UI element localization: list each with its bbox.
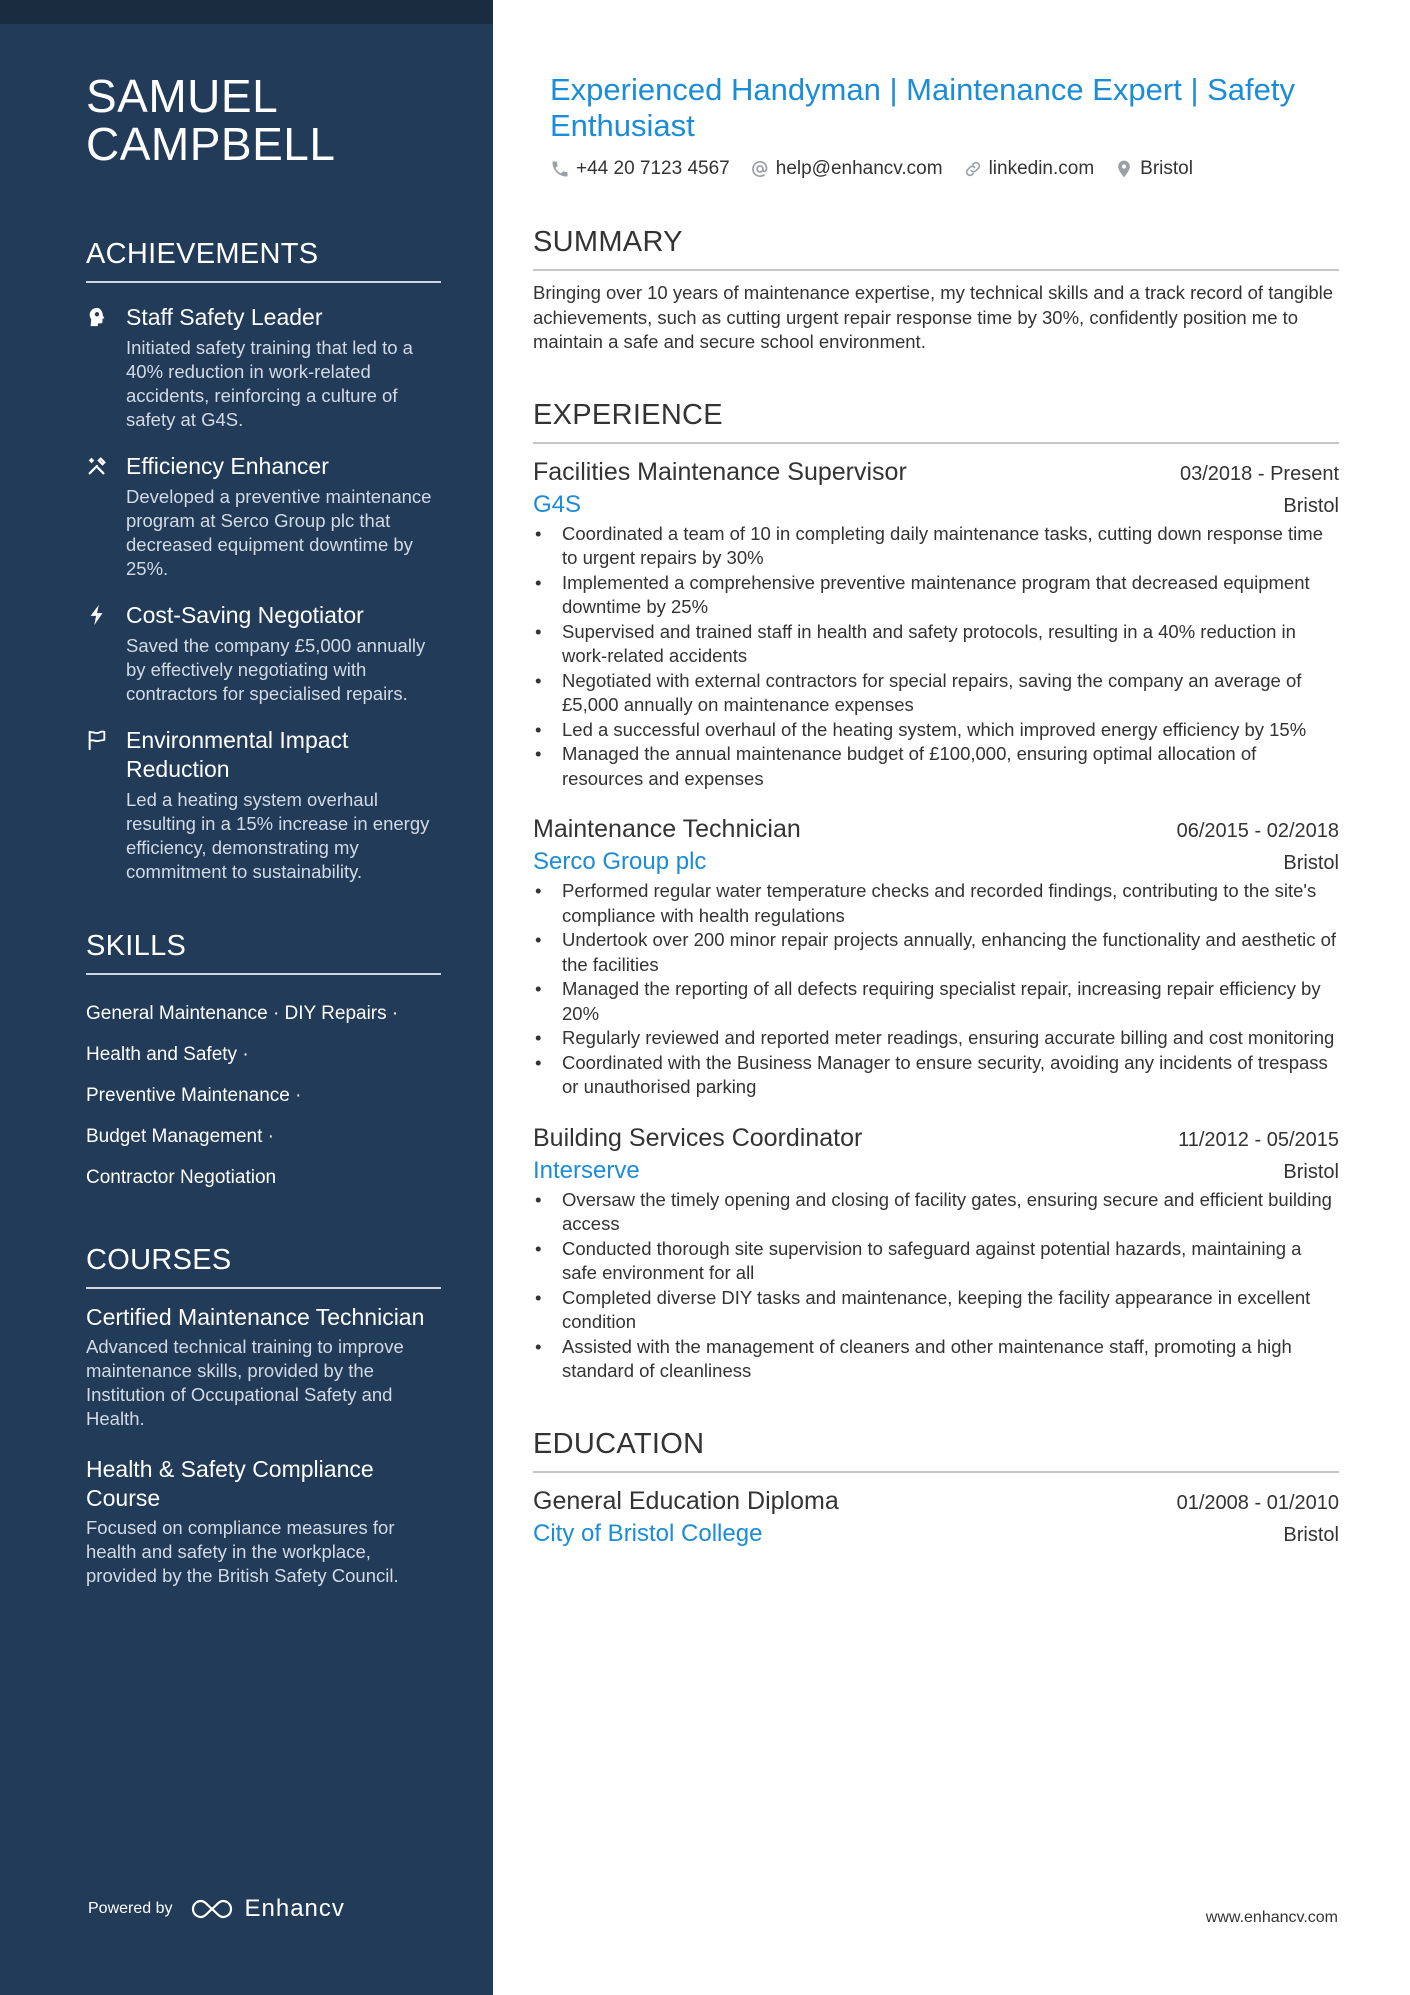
job-dates: 03/2018 - Present [1180,462,1339,485]
skills-heading: SKILLS [86,930,441,975]
job-bullet: • Implemented a comprehensive preventive maintenance program that decreased equipment downtime by 25% [533,571,1339,620]
education-entry [533,1485,1339,1551]
job-entry [533,1122,1339,1384]
education-degree: General Education Diploma [533,1486,839,1515]
achievement-desc: Initiated safety training that led to a 40% reduction in work-related accidents, reinforcing a culture of safety at G4S. [126,337,413,430]
experience-heading: EXPERIENCE [533,399,1339,444]
contact-location [1114,158,1193,180]
education-dates: 01/2008 - 01/2010 [1176,1491,1339,1514]
headline: Experienced Handyman | Maintenance Expert | Safety Enthusiast [550,72,1296,143]
skills-section [86,930,441,1198]
achievement-item [86,452,441,581]
education-location: Bristol [1283,1523,1339,1546]
flag-icon [86,729,110,884]
job-dates: 06/2015 - 02/2018 [1176,820,1339,842]
name-first: SAMUEL [86,70,279,122]
candidate-name [86,72,441,168]
course-title: Certified Maintenance Technician [86,1304,425,1330]
skill-line: Health and Safety · [86,1044,249,1065]
powered-by-label: Powered by [88,1900,173,1917]
job-location: Bristol [1283,1160,1339,1183]
job-bullet: • Oversaw the timely opening and closing of facility gates, ensuring secure and efficient building access [533,1188,1339,1237]
summary-section [533,226,1339,355]
job-role: Building Services Coordinator [533,1123,863,1152]
job-dates: 11/2012 - 05/2015 [1178,1128,1339,1151]
courses-section [86,1244,441,1588]
main-content [533,72,1339,1595]
job-bullet: • Coordinated a team of 10 in completing daily maintenance tasks, cutting down response time to urgent repairs by 30% [533,522,1339,571]
lightning-icon [86,604,110,706]
skill-line: General Maintenance · DIY Repairs · [86,1003,399,1024]
job-company: G4S [533,490,582,518]
name-last: CAMPBELL [86,118,336,170]
job-role: Maintenance Technician [533,815,801,843]
job-bullet: • Undertook over 200 minor repair projects annually, enhancing the functionality and aesthetic of the facilities [533,928,1339,977]
job-bullets [533,879,1339,1100]
enhancv-logo[interactable] [189,1895,345,1923]
job-entry [533,813,1339,1100]
achievement-item [86,726,441,884]
achievement-title: Staff Safety Leader [126,304,323,330]
lightbulb-head-icon [86,306,110,432]
footer-site-link[interactable]: www.enhancv.com [1205,1909,1338,1926]
job-bullet: • Completed diverse DIY tasks and maintenance, keeping the facility appearance in excellent condition [533,1286,1339,1335]
summary-text: Bringing over 10 years of maintenance expertise, my technical skills and a track record of tangible achievements, such as cutting urgent repair response time by 30%, confidently position me to maintain a safe and secure school environment. [533,282,1334,352]
skill-line: Preventive Maintenance · [86,1085,302,1106]
courses-heading: COURSES [86,1244,441,1289]
summary-heading: SUMMARY [533,226,1339,271]
job-bullets [533,522,1339,792]
achievement-item [86,303,441,432]
brand-name: Enhancv [244,1895,345,1922]
infinity-icon [189,1897,235,1921]
job-bullet: • Performed regular water temperature checks and recorded findings, contributing to the site's compliance with health regulations [533,879,1339,928]
linkedin-text: linkedin.com [988,158,1095,179]
job-bullet: • Regularly reviewed and reported meter readings, ensuring accurate billing and cost monitoring [533,1026,1339,1051]
tools-icon [86,455,110,581]
job-bullet: • Supervised and trained staff in health and safety protocols, resulting in a 40% reduction in work-related accidents [533,620,1339,669]
course-desc: Focused on compliance measures for health and safety in the workplace, provided by the British Safety Council. [86,1517,399,1586]
contact-email[interactable] [750,158,943,180]
sidebar [0,0,493,1995]
achievements-section [86,238,441,884]
job-location: Bristol [1283,494,1339,517]
top-stripe [0,0,493,24]
job-bullet: • Conducted thorough site supervision to safeguard against potential hazards, maintaining a safe environment for all [533,1237,1339,1286]
course-title: Health & Safety Compliance Course [86,1456,374,1511]
education-section [533,1428,1339,1551]
experience-section [533,399,1339,1384]
job-bullet: • Managed the reporting of all defects requiring specialist repair, increasing repair efficiency by 20% [533,977,1339,1026]
email-text: help@enhancv.com [775,158,943,179]
job-bullet: • Assisted with the management of cleaners and other maintenance staff, promoting a high standard of cleanliness [533,1335,1339,1384]
location-text: Bristol [1140,158,1193,179]
course-item [86,1303,441,1431]
education-school: City of Bristol College [533,1519,763,1547]
achievement-title: Cost-Saving Negotiator [126,602,364,628]
phone-text: +44 20 7123 4567 [576,158,730,179]
location-pin-icon [1114,159,1134,179]
skill-line: Budget Management · [86,1126,275,1147]
job-bullet: • Led a successful overhaul of the heating system, which improved energy efficiency by 15% [533,718,1339,743]
contact-row [550,158,1339,180]
job-bullets [533,1188,1339,1384]
achievement-desc: Led a heating system overhaul resulting in a 15% increase in energy efficiency, demonstrating my commitment to sustainability. [126,789,430,882]
powered-by [88,1895,345,1923]
skills-list [86,993,441,1198]
job-bullet: • Coordinated with the Business Manager to ensure security, avoiding any incidents of trespass or unauthorised parking [533,1051,1339,1100]
course-item [86,1455,441,1588]
job-company: Interserve [533,1156,640,1184]
job-bullet: • Managed the annual maintenance budget of £100,000, ensuring optimal allocation of resources and expenses [533,742,1339,791]
phone-icon [550,159,570,179]
achievement-title: Efficiency Enhancer [126,453,329,479]
achievement-desc: Developed a preventive maintenance program at Serco Group plc that decreased equipment downtime by 25%. [126,486,432,579]
job-bullet: • Negotiated with external contractors for special repairs, saving the company an average of £5,000 annually on maintenance expenses [533,669,1339,718]
achievement-title: Environmental Impact Reduction [126,727,349,782]
job-location: Bristol [1283,852,1339,874]
achievement-desc: Saved the company £5,000 annually by effectively negotiating with contractors for specialised repairs. [126,635,426,704]
skill-line: Contractor Negotiation [86,1167,277,1188]
link-icon [963,159,983,179]
course-desc: Advanced technical training to improve maintenance skills, provided by the Institution of Occupational Safety and Health. [86,1336,404,1429]
job-company: Serco Group plc [533,848,707,875]
contact-phone[interactable] [550,158,730,180]
achievements-heading: ACHIEVEMENTS [86,238,441,283]
job-role: Facilities Maintenance Supervisor [533,457,907,486]
contact-linkedin[interactable] [963,158,1095,180]
job-entry [533,456,1339,792]
education-heading: EDUCATION [533,1428,1339,1473]
achievement-item [86,601,441,706]
at-icon [750,159,770,179]
